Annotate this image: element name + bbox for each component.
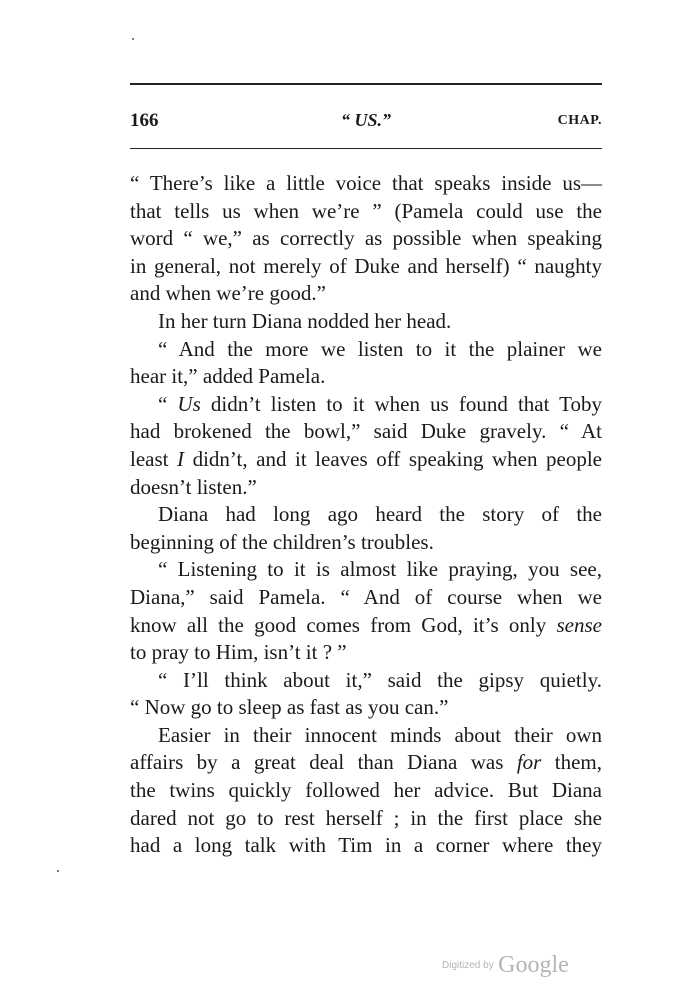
text-line: “ And the more we listen to it the plainer we — [158, 336, 602, 361]
google-logo: Google — [498, 952, 569, 978]
text-line: affairs by a great deal than Diana was for them, — [130, 750, 602, 775]
text-line: “ Us didn’t listen to it when us found that Toby — [158, 391, 603, 416]
paragraph-line — [130, 446, 602, 474]
page-number: 166 — [130, 110, 159, 131]
italic-word: Us — [177, 391, 201, 416]
paragraph-line — [130, 639, 602, 667]
paragraph-line — [130, 363, 602, 391]
text-line: “ Listening to it is almost like praying, you see, — [158, 557, 602, 582]
paragraph — [130, 170, 602, 198]
paper-speck — [132, 38, 134, 40]
text-line: dared not go to rest herself ; in the first place she — [130, 805, 602, 830]
paragraph-line — [130, 749, 602, 777]
paragraph — [130, 501, 602, 529]
text-line: “ I’ll think about it,” said the gipsy quietly. — [158, 667, 602, 692]
text-line: hear it,” added Pamela. — [130, 364, 326, 389]
text-line: word “ we,” as correctly as possible when speaking — [130, 226, 602, 251]
running-header — [130, 110, 602, 134]
digitized-by-google-watermark — [442, 952, 569, 979]
paragraph-line — [130, 584, 602, 612]
header-bottom-rule — [130, 148, 602, 149]
text-line: that tells us when we’re ” (Pamela could use the — [130, 198, 602, 223]
text-line: In her turn Diana nodded her head. — [158, 308, 452, 333]
paragraph-line — [130, 225, 602, 253]
paragraph-line — [130, 777, 602, 805]
paragraph-line — [130, 694, 602, 722]
paragraph — [130, 667, 602, 695]
paragraph-line — [130, 253, 602, 281]
text-line: beginning of the children’s troubles. — [130, 529, 434, 554]
text-line: know all the good comes from God, it’s only sense — [130, 612, 602, 637]
text-line: the twins quickly followed her advice. But Diana — [130, 778, 602, 803]
header-top-rule — [130, 83, 602, 85]
paragraph — [130, 308, 602, 336]
text-line: Diana,” said Pamela. “ And of course when we — [130, 584, 602, 609]
text-line: to pray to Him, isn’t it ? ” — [130, 640, 347, 665]
italic-word: I — [177, 446, 185, 471]
watermark-prefix: Digitized by — [442, 960, 494, 971]
italic-word: sense — [556, 612, 602, 637]
paragraph-line — [130, 805, 602, 833]
running-title: “ US.” — [340, 110, 391, 130]
text-line: had a long talk with Tim in a corner where they — [130, 833, 602, 858]
paper-speck — [57, 870, 59, 872]
paragraph-line — [130, 612, 602, 640]
paragraph — [130, 722, 602, 750]
text-line: Easier in their innocent minds about their own — [158, 722, 602, 747]
text-line: “ There’s like a little voice that speaks inside us— — [130, 171, 602, 195]
italic-word: for — [516, 750, 542, 775]
paragraph-line — [130, 198, 602, 226]
body-text — [130, 170, 602, 860]
paragraph — [130, 391, 602, 419]
text-line: had brokened the bowl,” said Duke gravely. “ At — [130, 419, 602, 444]
paragraph-line — [130, 418, 602, 446]
paragraph-line — [130, 529, 602, 557]
text-line: in general, not merely of Duke and herself) “ naughty — [130, 253, 602, 278]
chapter-label: CHAP. — [557, 113, 602, 128]
text-line: and when we’re good.” — [130, 281, 326, 306]
text-line: least I didn’t, and it leaves off speaking when people — [130, 446, 603, 471]
paragraph-line — [130, 280, 602, 308]
paragraph-line — [130, 832, 602, 860]
paragraph-line — [130, 474, 602, 502]
paragraph — [130, 336, 602, 364]
text-line: “ Now go to sleep as fast as you can.” — [130, 695, 449, 720]
text-line: doesn’t listen.” — [130, 474, 257, 499]
text-line: Diana had long ago heard the story of the — [158, 502, 602, 527]
paragraph — [130, 556, 602, 584]
